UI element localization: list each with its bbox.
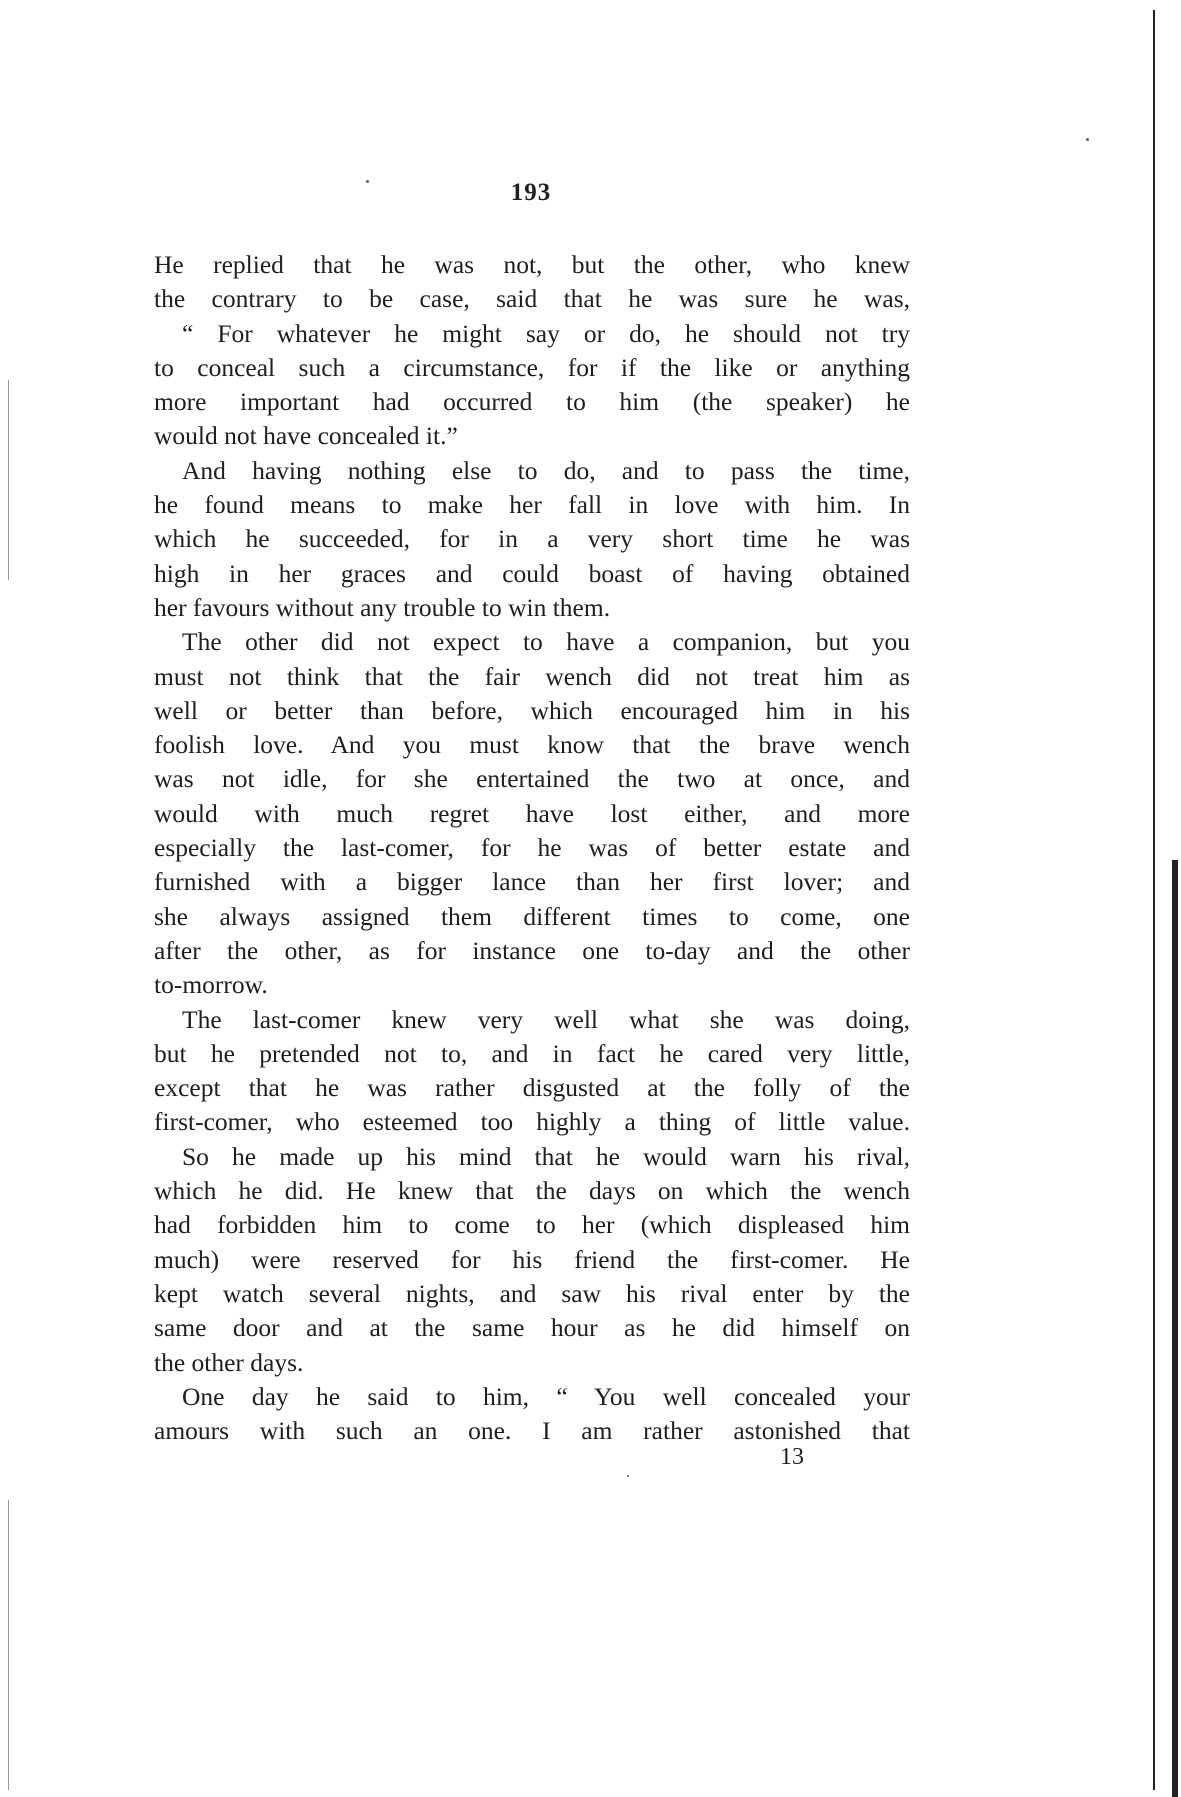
text-line: to conceal such a circumstance, for if the like or anything <box>154 352 910 382</box>
text-line: He replied that he was not, but the other, who knew <box>154 250 910 279</box>
scan-edge-right-outer <box>1172 860 1178 1797</box>
text-line: more important had occurred to him (the speaker) he <box>154 387 910 417</box>
scan-speck <box>1086 138 1089 141</box>
text-line: first-comer, who esteemed too highly a thing of little value. <box>154 1107 910 1137</box>
text-line: foolish love. And you must know that the brave wench <box>154 730 910 760</box>
text-line: the contrary to be case, said that he was sure he was, <box>154 284 910 314</box>
text-line: much) were reserved for his friend the first-comer. He <box>154 1244 910 1274</box>
scan-edge-left <box>8 380 9 580</box>
text-line: after the other, as for instance one to-day and the other <box>154 935 910 965</box>
text-line: had forbidden him to come to her (which displeased him <box>154 1210 910 1240</box>
text-line: the other days. <box>154 1347 304 1377</box>
text-line: he found means to make her fall in love with him. In <box>154 490 910 520</box>
text-line: but he pretended not to, and in fact he cared very little, <box>154 1038 910 1068</box>
scan-edge-left-lower <box>8 1500 9 1790</box>
text-line: which he did. He knew that the days on which the wench <box>154 1176 910 1206</box>
text-line: would not have concealed it.” <box>154 421 458 451</box>
text-line: The other did not expect to have a companion, but you <box>182 627 910 657</box>
signature-mark: 13 <box>780 1444 804 1470</box>
text-line: her favours without any trouble to win them. <box>154 592 611 622</box>
text-line: furnished with a bigger lance than her first lover; and <box>154 867 910 897</box>
text-line: amours with such an one. I am rather astonished that <box>154 1416 910 1446</box>
text-line: One day he said to him, “ You well concealed your <box>182 1381 910 1411</box>
body-text <box>154 248 910 1448</box>
text-line: would with much regret have lost either, and more <box>154 798 910 828</box>
text-line: except that he was rather disgusted at the folly of the <box>154 1073 910 1103</box>
text-line: high in her graces and could boast of having obtained <box>154 558 910 588</box>
text-line: which he succeeded, for in a very short time he was <box>154 524 910 554</box>
text-line: was not idle, for she entertained the two at once, and <box>154 764 910 794</box>
scan-edge-right <box>1153 10 1155 1790</box>
text-line: must not think that the fair wench did not treat him as <box>154 661 910 691</box>
text-line: well or better than before, which encouraged him in his <box>154 695 910 725</box>
text-line: she always assigned them different times to come, one <box>154 901 910 931</box>
text-line: same door and at the same hour as he did himself on <box>154 1313 910 1343</box>
text-line: to-morrow. <box>154 970 268 1000</box>
text-line: The last-comer knew very well what she was doing, <box>182 1004 910 1034</box>
text-line: So he made up his mind that he would warn his rival, <box>182 1141 910 1171</box>
page-number: 193 <box>510 179 552 206</box>
text-line: “ For whatever he might say or do, he should not try <box>182 318 910 348</box>
text-line: kept watch several nights, and saw his rival enter by the <box>154 1278 910 1308</box>
text-line: especially the last-comer, for he was of better estate and <box>154 833 910 863</box>
scan-speck <box>627 1475 629 1477</box>
text-line: And having nothing else to do, and to pass the time, <box>182 455 910 485</box>
